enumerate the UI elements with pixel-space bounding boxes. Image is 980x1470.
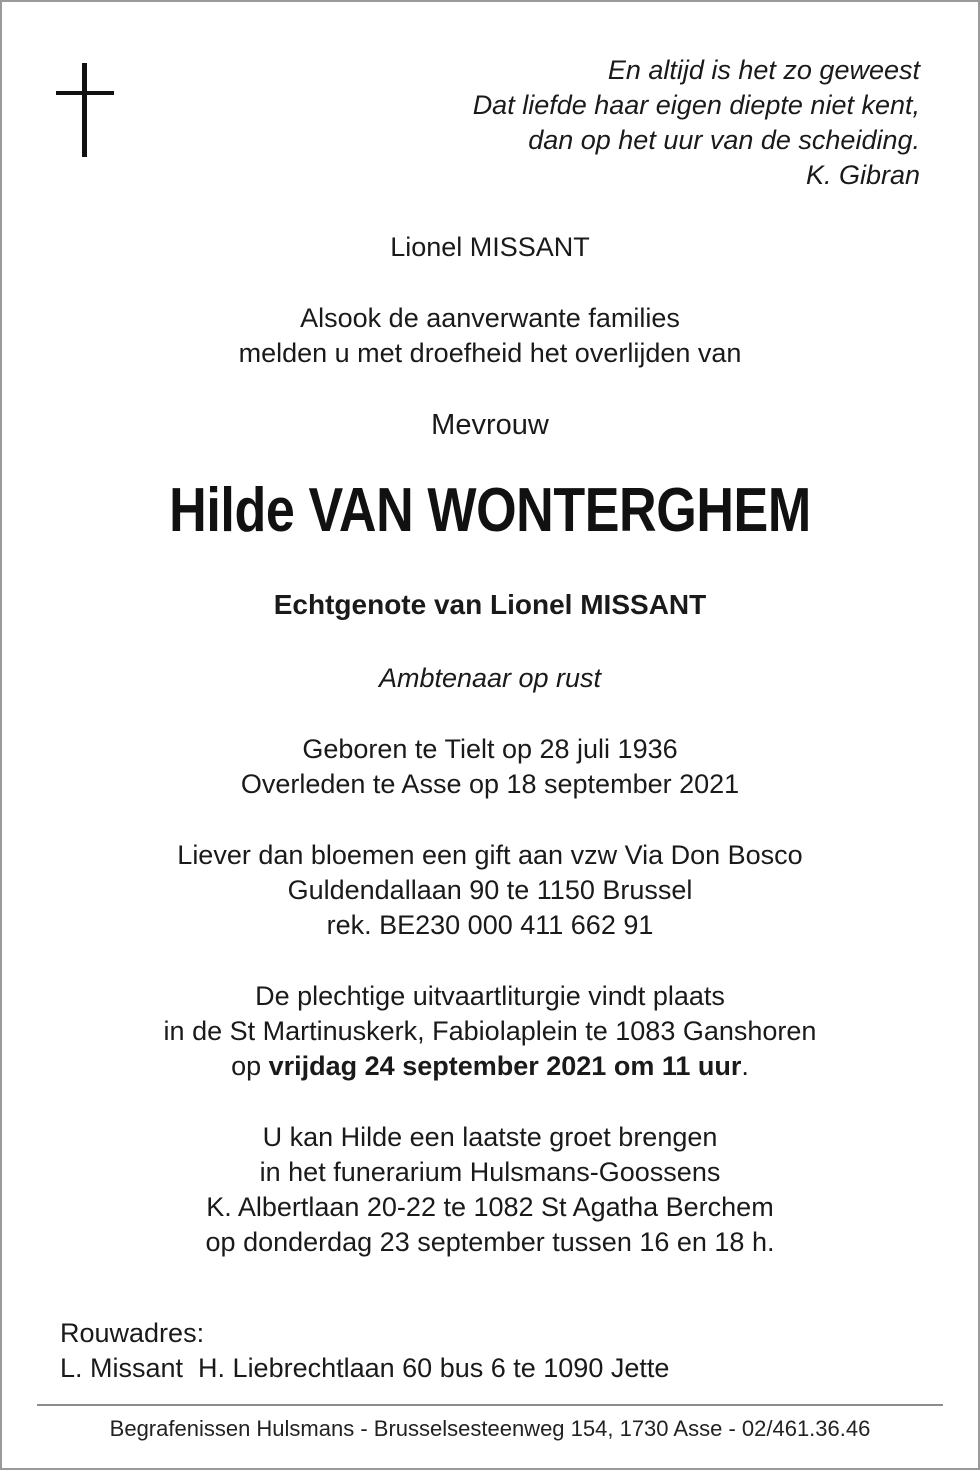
funeral-home-footer: Begrafenissen Hulsmans - Brusselsesteenweg 154, 1730 Asse - 02/461.36.46 <box>109 1416 871 1441</box>
donation-line-1: Liever dan bloemen een gift aan vzw Via Don Bosco <box>177 840 803 870</box>
salutation: Mevrouw <box>431 409 549 441</box>
funeral-line-3 <box>0 1049 980 1084</box>
funeral-suffix: . <box>741 1051 749 1081</box>
poem-quote <box>473 53 920 193</box>
funeral-datetime: vrijdag 24 september 2021 om 11 uur <box>268 1051 742 1081</box>
mourning-address: L. Missant H. Liebrechtlaan 60 bus 6 te 1090 Jette <box>60 1353 670 1383</box>
deceased-name: Hilde VAN WONTERGHEM <box>169 476 811 545</box>
intro-line-2: melden u met droefheid het overlijden van <box>238 338 742 368</box>
visitation-line-1: U kan Hilde een laatste groet brengen <box>262 1122 718 1152</box>
quote-author: K. Gibran <box>805 160 920 190</box>
funeral-line-1: De plechtige uitvaartliturgie vindt plaats <box>255 981 725 1011</box>
funeral-line-2: in de St Martinuskerk, Fabiolaplein te 1083 Ganshoren <box>163 1016 817 1046</box>
footer-divider <box>37 1404 943 1406</box>
profession: Ambtenaar op rust <box>378 663 602 693</box>
spouse-line: Echtgenote van Lionel MISSANT <box>273 589 707 620</box>
funeral-prefix: op <box>231 1051 269 1081</box>
visitation-line-4: op donderdag 23 september tussen 16 en 18 h. <box>205 1227 775 1257</box>
quote-line: Dat liefde haar eigen diepte niet kent, <box>472 90 920 120</box>
visitation-line-2: in het funerarium Hulsmans-Goossens <box>259 1157 721 1187</box>
mourning-address-label: Rouwadres: <box>60 1318 205 1348</box>
donation-account: rek. BE230 000 411 662 91 <box>326 910 654 940</box>
announcer: Lionel MISSANT <box>390 232 590 262</box>
death-line: Overleden te Asse op 18 september 2021 <box>240 769 740 799</box>
donation-line-2: Guldendallaan 90 te 1150 Brussel <box>287 875 693 905</box>
quote-line: dan op het uur van de scheiding. <box>528 125 920 155</box>
cross-icon <box>56 63 114 157</box>
birth-line: Geboren te Tielt op 28 juli 1936 <box>302 734 678 764</box>
intro-line-1: Alsook de aanverwante families <box>300 303 680 333</box>
visitation-line-3: K. Albertlaan 20-22 te 1082 St Agatha Berchem <box>206 1192 774 1222</box>
quote-line: En altijd is het zo geweest <box>607 55 920 85</box>
